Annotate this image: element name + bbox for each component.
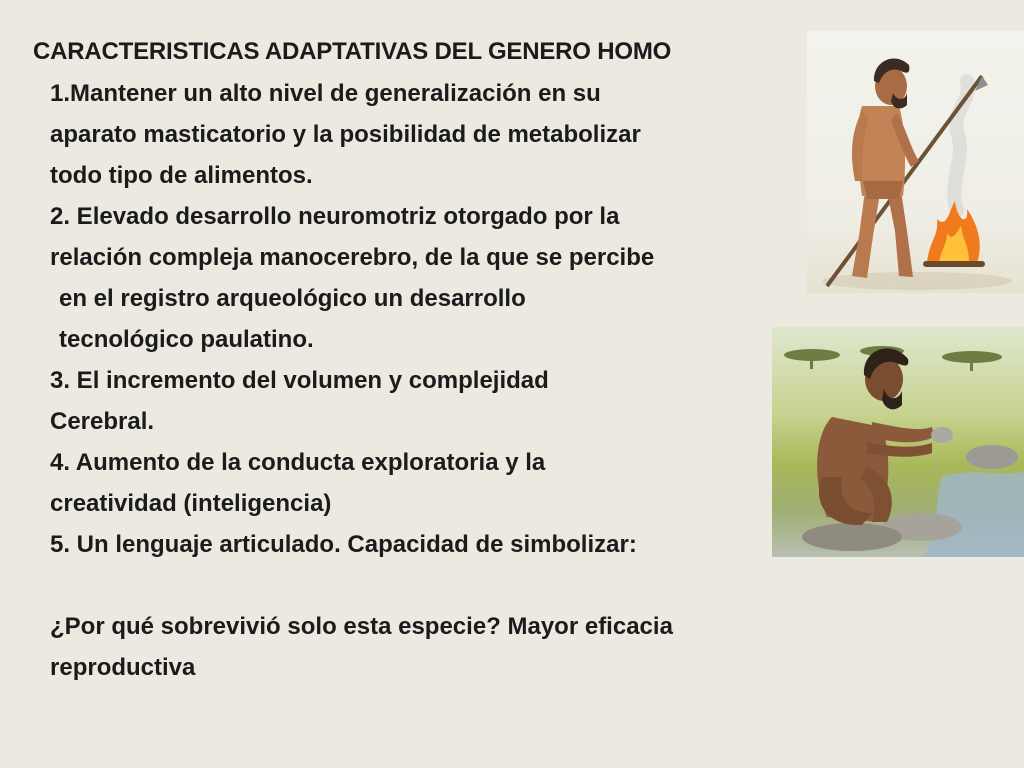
standing-hominid-drawing xyxy=(807,31,1024,293)
body-line: Cerebral. xyxy=(50,408,155,435)
question-line: reproductiva xyxy=(50,654,196,681)
body-line: 4. Aumento de la conducta exploratoria y la xyxy=(50,449,546,476)
body-line: 5. Un lenguaje articulado. Capacidad de simbolizar: xyxy=(50,531,637,558)
body-line: en el registro arqueológico un desarrollo xyxy=(59,285,526,312)
question-line: ¿Por qué sobrevivió solo esta especie? Mayor eficacia xyxy=(50,613,673,640)
blank-line xyxy=(50,565,830,606)
body-line: relación compleja manocerebro, de la que se percibe xyxy=(50,244,655,271)
body-line: 3. El incremento del volumen y complejidad xyxy=(50,367,549,394)
body-line: aparato masticatorio y la posibilidad de metabolizar xyxy=(50,121,641,148)
body-line: 2. Elevado desarrollo neuromotriz otorgado por la xyxy=(50,203,620,230)
body-line: tecnológico paulatino. xyxy=(59,326,314,353)
body-line: 1.Mantener un alto nivel de generalización en su xyxy=(50,80,601,107)
slide-title: CARACTERISTICAS ADAPTATIVAS DEL GENERO HOMO xyxy=(33,38,672,65)
standing-hominid-illustration xyxy=(807,31,1024,293)
slide-body xyxy=(50,73,830,688)
body-line: creatividad (inteligencia) xyxy=(50,490,332,517)
body-line: todo tipo de alimentos. xyxy=(50,162,313,189)
